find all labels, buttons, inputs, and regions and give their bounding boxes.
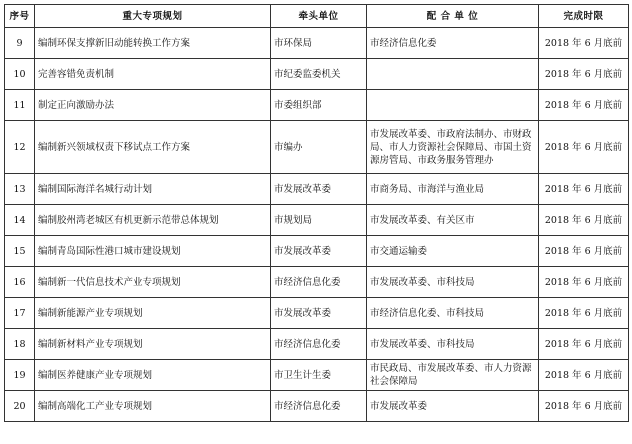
row-num: 9: [5, 28, 35, 59]
table-row: [5, 360, 629, 391]
row-lead: 市编办: [271, 121, 367, 174]
row-deadline: 2018 年 6 月底前: [539, 205, 629, 236]
row-plan: 编制医养健康产业专项规划: [35, 360, 271, 391]
header-coop: 配 合 单 位: [367, 5, 539, 28]
row-coop: [367, 90, 539, 121]
table-row: [5, 90, 629, 121]
row-deadline: 2018 年 6 月底前: [539, 298, 629, 329]
row-plan: 编制青岛国际性港口城市建设规划: [35, 236, 271, 267]
header-num: 序号: [5, 5, 35, 28]
plan-table: [4, 4, 629, 422]
table-row: [5, 28, 629, 59]
row-num: 13: [5, 174, 35, 205]
table-row: [5, 298, 629, 329]
row-coop: [367, 59, 539, 90]
row-coop: 市发展改革委、有关区市: [367, 205, 539, 236]
row-coop: 市发展改革委、市科技局: [367, 329, 539, 360]
row-num: 19: [5, 360, 35, 391]
table-row: [5, 174, 629, 205]
table-row: [5, 205, 629, 236]
row-deadline: 2018 年 6 月底前: [539, 329, 629, 360]
row-lead: 市卫生计生委: [271, 360, 367, 391]
row-coop: 市发展改革委: [367, 391, 539, 422]
row-coop: 市发展改革委、市政府法制办、市财政局、市人力资源社会保障局、市国土资源房管局、市政务服务管理办: [367, 121, 539, 174]
row-coop: 市商务局、市海洋与渔业局: [367, 174, 539, 205]
row-deadline: 2018 年 6 月底前: [539, 236, 629, 267]
row-deadline: 2018 年 6 月底前: [539, 90, 629, 121]
table-row: [5, 267, 629, 298]
row-coop: 市民政局、市发展改革委、市人力资源社会保障局: [367, 360, 539, 391]
row-deadline: 2018 年 6 月底前: [539, 391, 629, 422]
row-deadline: 2018 年 6 月底前: [539, 360, 629, 391]
row-coop: 市交通运输委: [367, 236, 539, 267]
plan-table-container: [4, 4, 629, 422]
table-row: [5, 329, 629, 360]
row-num: 16: [5, 267, 35, 298]
header-deadline: 完成时限: [539, 5, 629, 28]
row-coop: 市经济信息化委: [367, 28, 539, 59]
row-lead: 市纪委监委机关: [271, 59, 367, 90]
header-lead: 牵头单位: [271, 5, 367, 28]
row-deadline: 2018 年 6 月底前: [539, 59, 629, 90]
row-plan: 编制胶州湾老城区有机更新示范带总体规划: [35, 205, 271, 236]
row-plan: 编制高端化工产业专项规划: [35, 391, 271, 422]
row-num: 20: [5, 391, 35, 422]
table-row: [5, 391, 629, 422]
row-num: 11: [5, 90, 35, 121]
row-deadline: 2018 年 6 月底前: [539, 121, 629, 174]
row-coop: 市经济信息化委、市科技局: [367, 298, 539, 329]
row-plan: 完善容错免责机制: [35, 59, 271, 90]
row-lead: 市发展改革委: [271, 298, 367, 329]
row-lead: 市经济信息化委: [271, 391, 367, 422]
row-plan: 编制环保支撑新旧动能转换工作方案: [35, 28, 271, 59]
row-coop: 市发展改革委、市科技局: [367, 267, 539, 298]
row-lead: 市发展改革委: [271, 236, 367, 267]
row-num: 10: [5, 59, 35, 90]
row-plan: 编制新材料产业专项规划: [35, 329, 271, 360]
row-lead: 市经济信息化委: [271, 329, 367, 360]
row-num: 12: [5, 121, 35, 174]
table-row: [5, 59, 629, 90]
row-plan: 编制新能源产业专项规划: [35, 298, 271, 329]
row-plan: 制定正向激励办法: [35, 90, 271, 121]
row-deadline: 2018 年 6 月底前: [539, 267, 629, 298]
row-lead: 市环保局: [271, 28, 367, 59]
row-num: 17: [5, 298, 35, 329]
row-plan: 编制新一代信息技术产业专项规划: [35, 267, 271, 298]
row-num: 14: [5, 205, 35, 236]
row-deadline: 2018 年 6 月底前: [539, 174, 629, 205]
row-lead: 市委组织部: [271, 90, 367, 121]
header-plan: 重大专项规划: [35, 5, 271, 28]
table-header-row: [5, 5, 629, 28]
row-plan: 编制国际海洋名城行动计划: [35, 174, 271, 205]
row-num: 15: [5, 236, 35, 267]
row-deadline: 2018 年 6 月底前: [539, 28, 629, 59]
table-row: [5, 121, 629, 174]
row-lead: 市规划局: [271, 205, 367, 236]
row-lead: 市发展改革委: [271, 174, 367, 205]
row-num: 18: [5, 329, 35, 360]
row-lead: 市经济信息化委: [271, 267, 367, 298]
table-row: [5, 236, 629, 267]
row-plan: 编制新兴领域权责下移试点工作方案: [35, 121, 271, 174]
